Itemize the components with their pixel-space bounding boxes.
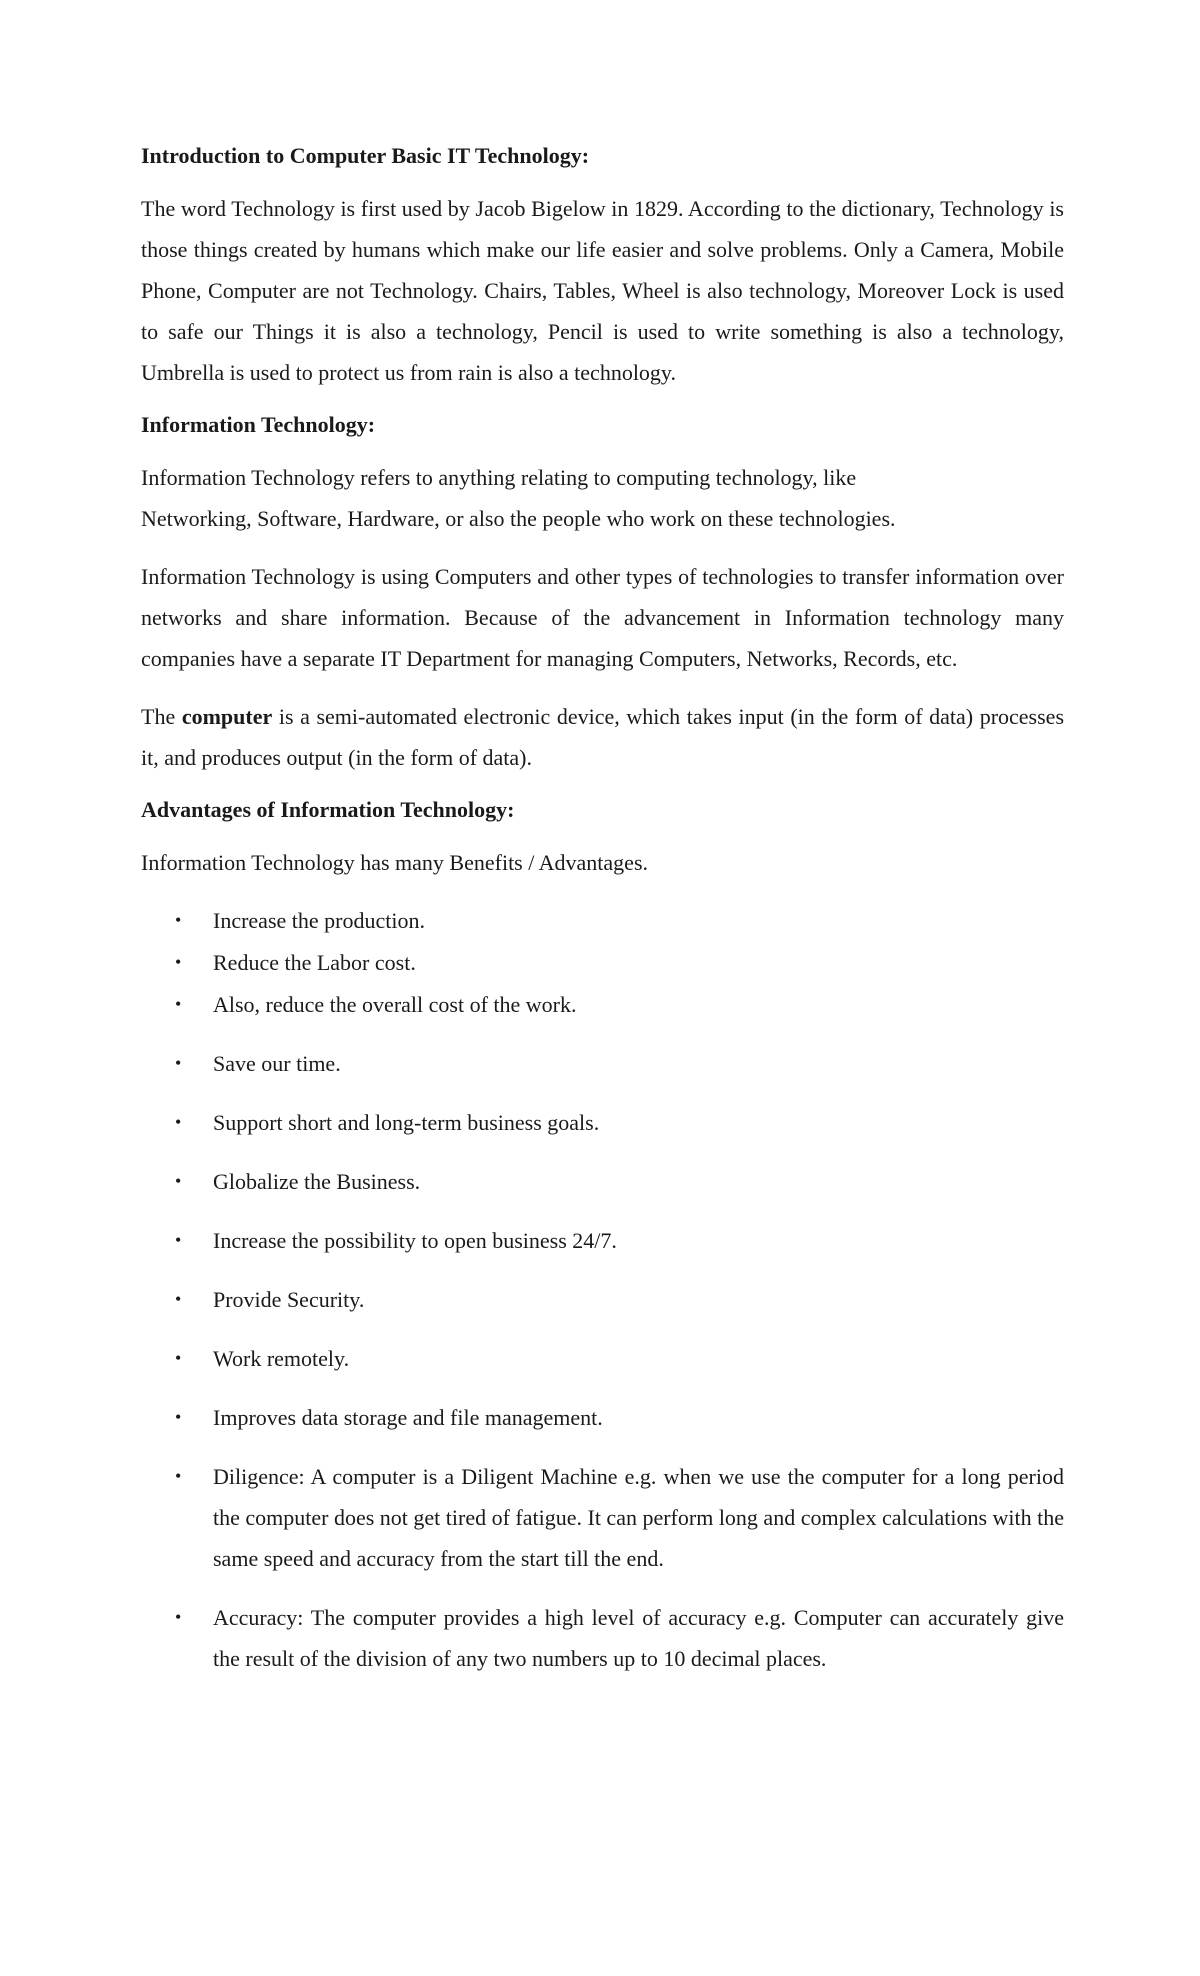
list-item [141,1338,1064,1379]
advantages-heading: Advantages of Information Technology: [141,797,515,822]
bullet-icon: • [175,1112,182,1132]
list-item [141,1043,1064,1084]
list-item-text: Support short and long-term business goals. [213,1110,600,1135]
list-item-text: Save our time. [213,1051,341,1076]
computer-definition-paragraph [141,696,1064,778]
bullet-icon: • [175,1171,182,1191]
document-body [141,141,1064,1697]
bullet-icon: • [175,910,182,930]
list-item [141,1279,1064,1320]
list-item-text: Increase the possibility to open business 24/7. [213,1228,617,1253]
advantages-list [141,900,1064,1679]
intro-heading: Introduction to Computer Basic IT Technology: [141,143,590,168]
list-item [141,984,1064,1025]
list-item [141,1102,1064,1143]
list-item-text: Accuracy: The computer provides a high level of accuracy e.g. Computer can accurately give the result of the division of any two numbers up to 10 decimal places. [213,1605,1064,1671]
advantages-intro: Information Technology has many Benefits / Advantages. [141,850,648,875]
list-item-text: Work remotely. [213,1346,350,1371]
info-tech-paragraph-1-line-1: Information Technology refers to anything relating to computing technology, like [141,465,857,490]
list-item [141,942,1064,983]
bullet-icon: • [175,994,182,1014]
list-item [141,1397,1064,1438]
list-item-text: Improves data storage and file management. [213,1405,603,1430]
computer-term: computer [181,704,273,729]
list-item [141,1597,1064,1679]
bullet-icon: • [175,1348,182,1368]
list-item-text: Globalize the Business. [213,1169,421,1194]
list-item [141,1456,1064,1579]
bullet-icon: • [175,1053,182,1073]
list-item-text: Provide Security. [213,1287,365,1312]
list-item [141,1161,1064,1202]
bullet-icon: • [175,1607,182,1627]
info-tech-heading: Information Technology: [141,412,376,437]
computer-definition-rest: is a semi-automated electronic device, which takes input (in the form of data) processes it, and produces output (in the form of data). [141,704,1065,770]
intro-paragraph: The word Technology is first used by Jacob Bigelow in 1829. According to the dictionary, Technology is those things created by humans which make our life easier and solve problems. Only a Camera, Mobile Phone, Computer are not Technology. Chairs, Tables, Wheel is also technology, Moreover Lock is used to safe our Things it is also a technology, Pencil is used to write something is also a technology, Umbrella is used to protect us from rain is also a technology. [141,196,1064,385]
info-tech-paragraph-2: Information Technology is using Computers and other types of technologies to transfer information over networks and share information. Because of the advancement in Information technology many companies have a separate IT Department for managing Computers, Networks, Records, etc. [141,564,1064,671]
computer-definition-prefix: The [141,704,182,729]
list-item-text: Increase the production. [213,908,425,933]
bullet-icon: • [175,1466,182,1486]
bullet-icon: • [175,1289,182,1309]
list-item [141,1220,1064,1261]
list-item-text: Diligence: A computer is a Diligent Machine e.g. when we use the computer for a long period the computer does not get tired of fatigue. It can perform long and complex calculations with the same speed and accuracy from the start till the end. [213,1464,1065,1571]
bullet-icon: • [175,952,182,972]
bullet-icon: • [175,1407,182,1427]
list-item-text: Also, reduce the overall cost of the work. [213,992,577,1017]
info-tech-paragraph-1 [141,457,1064,539]
list-item-text: Reduce the Labor cost. [213,950,416,975]
bullet-icon: • [175,1230,182,1250]
info-tech-paragraph-1-line-2: Networking, Software, Hardware, or also the people who work on these technologies. [141,506,896,531]
list-item [141,900,1064,941]
